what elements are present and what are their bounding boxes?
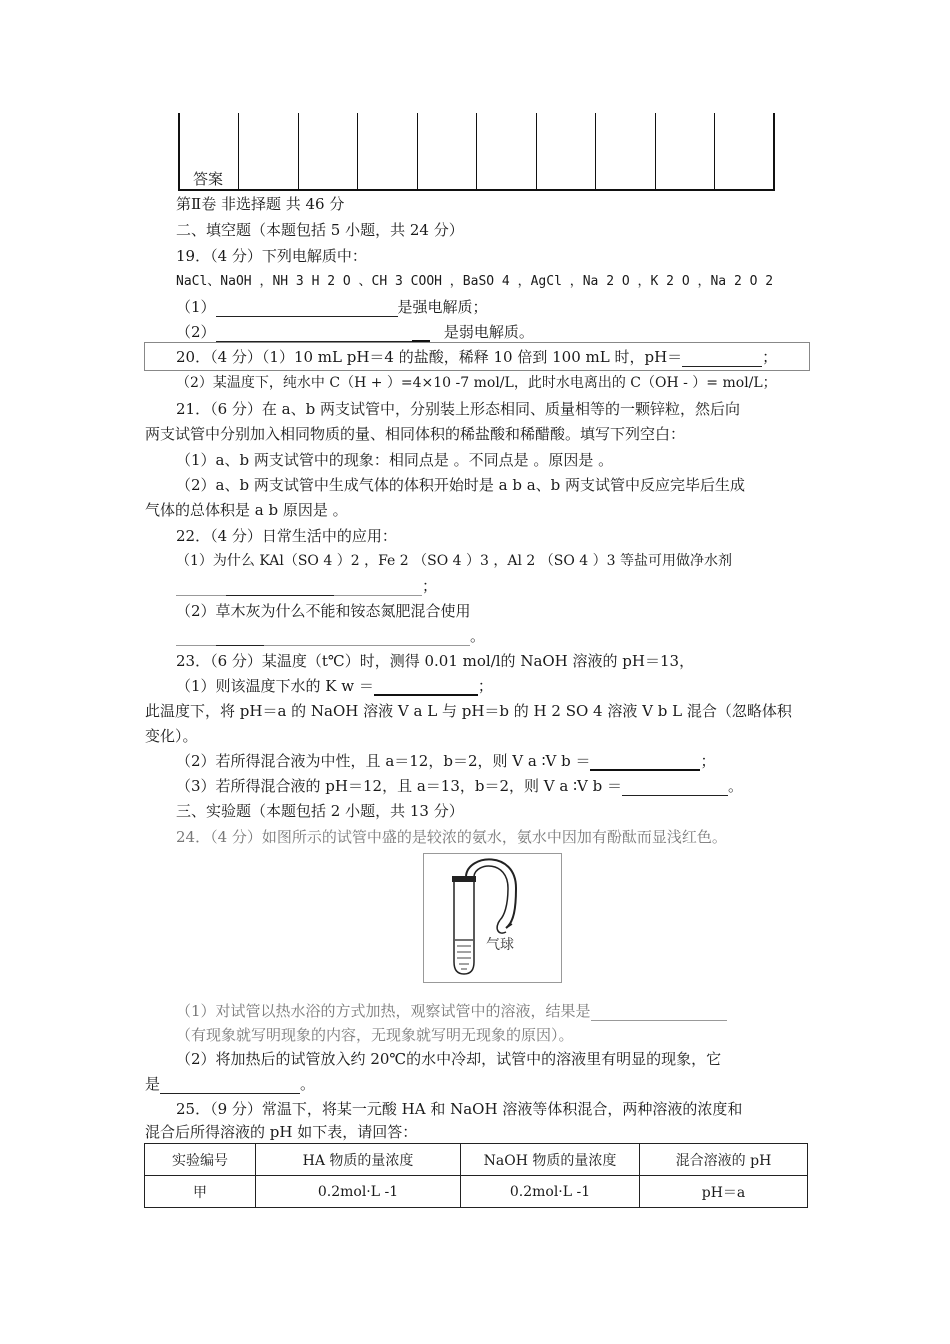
q22-p2: （2）草木灰为什么不能和铵态氮肥混合使用 bbox=[176, 602, 471, 620]
q21-p2a: （2）a、b 两支试管中生成气体的体积开始时是 a b a、b 两支试管中反应完毕后生成 bbox=[176, 476, 746, 494]
experiment-table bbox=[144, 1143, 808, 1208]
q19-p2 bbox=[176, 322, 534, 342]
figure-label: 气球 bbox=[486, 937, 514, 953]
q22-stem: 22．（4 分）日常生活中的应用： bbox=[176, 527, 397, 545]
q22-p2-end: 。 bbox=[470, 627, 486, 645]
q23-p3-text: （3）若所得混合液的 pH＝12，且 a＝13，b＝2，则 V a ∶V b ＝ bbox=[176, 777, 622, 795]
table-cell: 甲 bbox=[145, 1176, 256, 1208]
answer-blank[interactable] bbox=[216, 629, 264, 646]
q24-stem: 24．（4 分）如图所示的试管中盛的是较浓的氨水，氨水中因加有酚酞而显浅红色。 bbox=[176, 828, 727, 846]
q20-p1-text: 20．（4 分）（1）10 mL pH＝4 的盐酸，稀释 10 倍到 100 mL 时，pH＝ bbox=[176, 348, 683, 366]
q23-p1 bbox=[176, 676, 493, 696]
answer-blank[interactable] bbox=[682, 350, 762, 367]
q19-p2-prefix: （2） bbox=[176, 323, 216, 341]
q21-p1: （1）a、b 两支试管中的现象：相同点是 。不同点是 。原因是 。 bbox=[176, 451, 614, 469]
answer-blank[interactable] bbox=[334, 579, 422, 596]
table-header-cell: NaOH 物质的量浓度 bbox=[461, 1144, 640, 1176]
answer-blank[interactable] bbox=[622, 779, 728, 796]
q21-stem1: 21．（6 分）在 a、b 两支试管中，分别装上形态相同、质量相等的一颗锌粒，然后向 bbox=[176, 400, 740, 418]
table-cell: pH＝a bbox=[640, 1176, 808, 1208]
q24-p2b bbox=[145, 1074, 315, 1094]
grid-divider bbox=[595, 113, 596, 189]
answer-blank[interactable] bbox=[176, 579, 226, 596]
test-tube-figure bbox=[423, 853, 562, 983]
grid-divider bbox=[655, 113, 656, 189]
grid-divider bbox=[417, 113, 418, 189]
answer-blank[interactable] bbox=[216, 325, 412, 342]
section2-title: 二、填空题（本题包括 5 小题，共 24 分） bbox=[176, 221, 464, 239]
q23-mid2: 变化）。 bbox=[145, 727, 198, 745]
q23-p2-end: ； bbox=[700, 752, 716, 770]
q23-p3 bbox=[176, 776, 743, 796]
table-header-cell: 实验编号 bbox=[145, 1144, 256, 1176]
answer-blank[interactable] bbox=[590, 753, 700, 771]
q21-p2b: 气体的总体积是 a b 原因是 。 bbox=[145, 501, 348, 519]
q22-p1-end: ； bbox=[422, 577, 438, 595]
q24-p1 bbox=[176, 1001, 727, 1021]
grid-divider bbox=[536, 113, 537, 189]
q22-p1-answer bbox=[176, 576, 437, 596]
q19-list: NaCl、NaOH ，NH 3 H 2 O 、CH 3 COOH ，BaSO 4 ，AgCl ，Na 2 O ，K 2 O ，Na 2 O 2 bbox=[176, 274, 774, 289]
table-header-cell: 混合溶液的 pH bbox=[640, 1144, 808, 1176]
q24-p1b: （有现象就写明现象的内容，无现象就写明无现象的原因）。 bbox=[176, 1026, 574, 1044]
q22-p2-answer bbox=[176, 626, 485, 646]
q23-p2-text: （2）若所得混合液为中性，且 a＝12，b＝2，则 V a ∶V b ＝ bbox=[176, 752, 591, 770]
answer-blank[interactable] bbox=[176, 629, 216, 646]
answer-blank[interactable] bbox=[226, 579, 334, 596]
table-cell: 0.2mol·L -1 bbox=[461, 1176, 640, 1208]
table-row bbox=[145, 1176, 808, 1208]
q24-p2: （2）将加热后的试管放入约 20℃的水中冷却，试管中的溶液里有明显的现象，它 bbox=[176, 1050, 722, 1068]
q20-p1 bbox=[176, 347, 777, 367]
section3-title: 三、实验题（本题包括 2 小题，共 13 分） bbox=[176, 802, 464, 820]
answer-blank[interactable] bbox=[160, 1077, 300, 1094]
q19-p1-suffix: 是强电解质； bbox=[397, 298, 488, 316]
answer-blank[interactable] bbox=[591, 1004, 727, 1021]
answer-label: 答案 bbox=[193, 170, 224, 188]
q20-p2: （2）某温度下，纯水中 C（H + ）=4×10 -7 mol/L，此时水电离出的 C（OH - ）= mol/L； bbox=[176, 375, 777, 391]
table-header-cell: HA 物质的量浓度 bbox=[256, 1144, 461, 1176]
table-cell: 0.2mol·L -1 bbox=[256, 1176, 461, 1208]
grid-divider bbox=[773, 113, 775, 189]
answer-blank[interactable] bbox=[412, 324, 430, 342]
part2-title: 第Ⅱ卷 非选择题 共 46 分 bbox=[176, 195, 345, 213]
grid-divider bbox=[357, 113, 358, 189]
q25-stem1: 25．（9 分）常温下，将某一元酸 HA 和 NaOH 溶液等体积混合，两种溶液的浓度和 bbox=[176, 1100, 743, 1118]
answer-blank[interactable] bbox=[216, 300, 398, 317]
q23-p1-end: ； bbox=[477, 677, 493, 695]
answer-blank[interactable] bbox=[374, 678, 478, 696]
table-header-row bbox=[145, 1144, 808, 1176]
grid-divider bbox=[298, 113, 299, 189]
q25-stem2: 混合后所得溶液的 pH 如下表，请回答： bbox=[145, 1123, 418, 1141]
answer-blank[interactable] bbox=[264, 629, 470, 646]
q19-p1-prefix: （1） bbox=[176, 298, 216, 316]
q24-p2b-end: 。 bbox=[300, 1075, 316, 1093]
grid-divider bbox=[238, 113, 239, 189]
q23-p3-end: 。 bbox=[727, 777, 743, 795]
q24-p1-text: （1）对试管以热水浴的方式加热，观察试管中的溶液，结果是 bbox=[176, 1002, 591, 1020]
q23-mid1: 此温度下，将 pH＝a 的 NaOH 溶液 V a L 与 pH＝b 的 H 2 SO 4 溶液 V b L 混合（忽略体积 bbox=[145, 702, 792, 720]
test-tube-illustration bbox=[424, 854, 561, 982]
answer-grid bbox=[178, 113, 775, 191]
grid-divider bbox=[714, 113, 715, 189]
q22-p1: （1）为什么 KAl（SO 4 ）2 ，Fe 2 （SO 4 ）3 ，Al 2 （SO 4 ）3 等盐可用做净水剂 bbox=[176, 553, 732, 569]
q23-p1-text: （1）则该温度下水的 K w ＝ bbox=[176, 677, 374, 695]
q21-stem2: 两支试管中分别加入相同物质的量、相同体积的稀盐酸和稀醋酸。填写下列空白： bbox=[145, 425, 686, 443]
q24-p2b-text: 是 bbox=[145, 1075, 161, 1093]
q23-stem: 23．（6 分）某温度（t℃）时，测得 0.01 mol/l的 NaOH 溶液的 pH＝13， bbox=[176, 652, 695, 670]
q19-p1 bbox=[176, 297, 488, 317]
grid-divider bbox=[476, 113, 477, 189]
q19-stem: 19．（4 分）下列电解质中： bbox=[176, 247, 367, 265]
q23-p2 bbox=[176, 751, 715, 771]
q20-p1-end: ； bbox=[762, 348, 778, 366]
q19-p2-suffix: 是弱电解质。 bbox=[443, 323, 534, 341]
